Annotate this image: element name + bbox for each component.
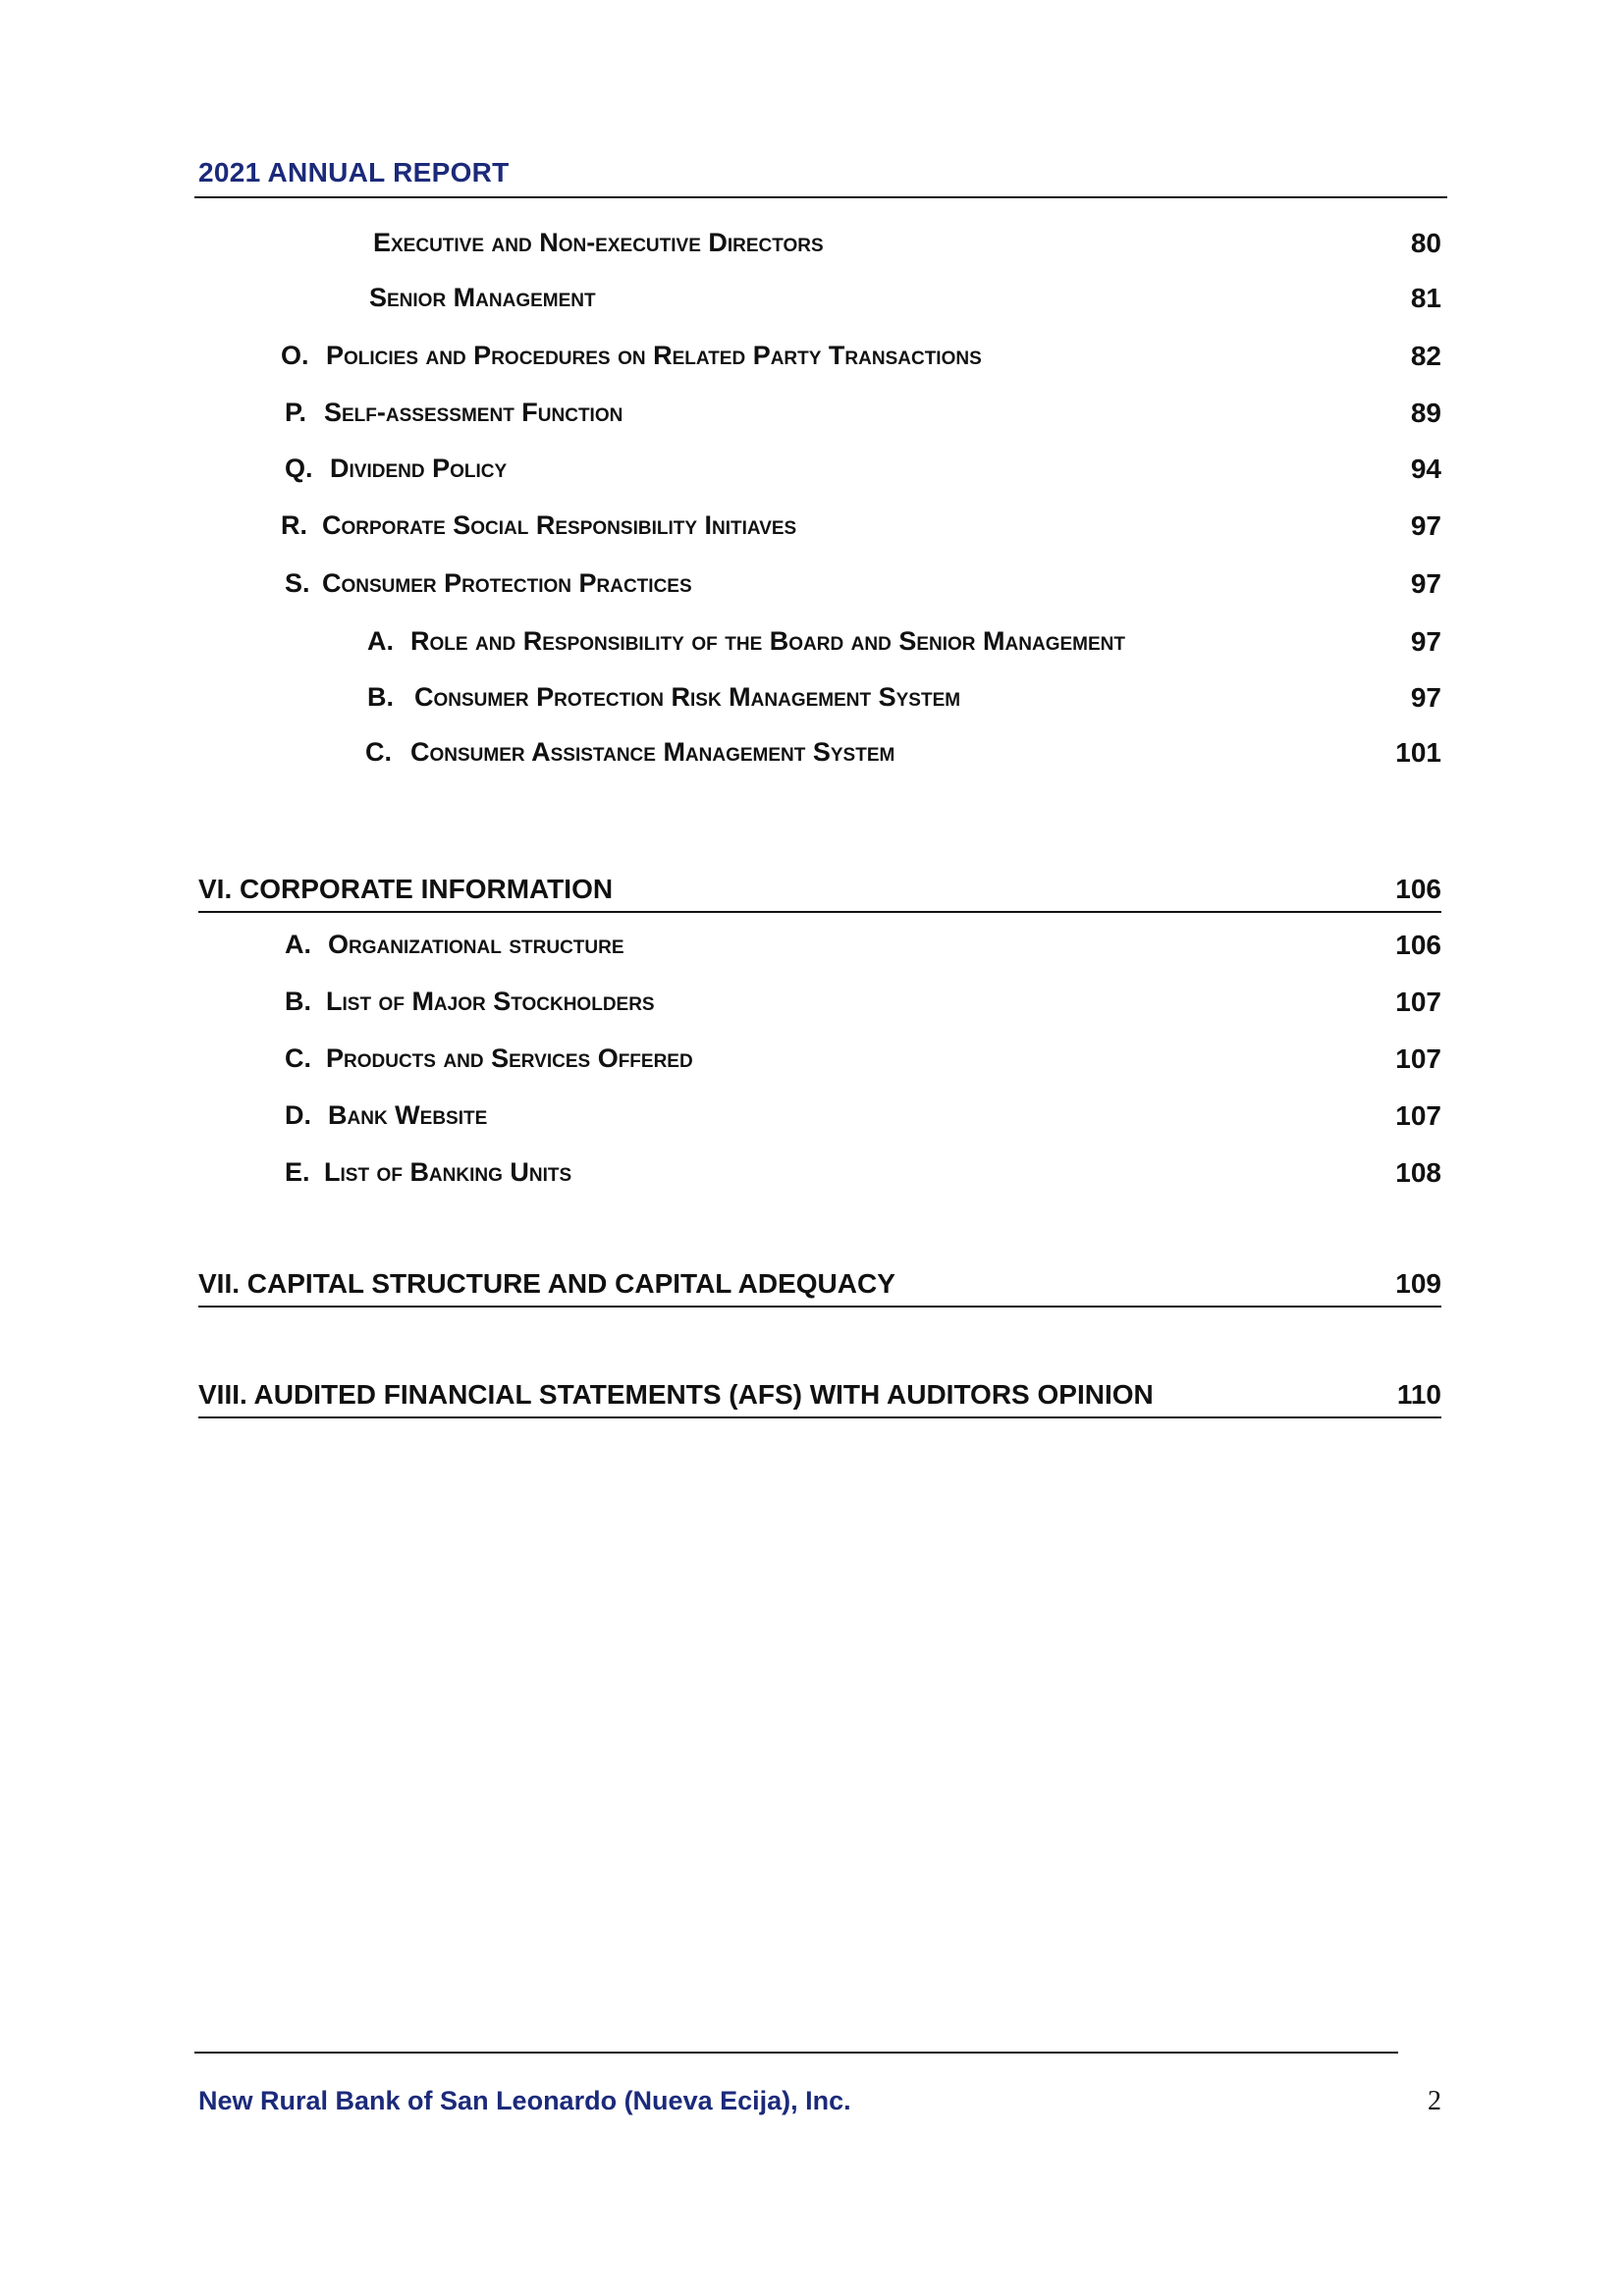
toc-entry-title: Executive and Non-executive Directors (373, 228, 824, 257)
toc-entry[interactable] (0, 341, 1624, 380)
toc-entry-page: 82 (1410, 341, 1441, 371)
toc-entry[interactable] (0, 1043, 1624, 1083)
toc-entry[interactable] (0, 510, 1624, 550)
toc-entry[interactable] (0, 283, 1624, 322)
footer-divider (194, 2052, 1398, 2054)
section-title: VII. CAPITAL STRUCTURE AND CAPITAL ADEQUACY (198, 1268, 895, 1299)
toc-entry-letter: Q. (285, 454, 313, 483)
toc-entry[interactable] (0, 454, 1624, 493)
toc-entry-letter: C. (365, 737, 392, 767)
toc-entry-page: 107 (1395, 1100, 1441, 1131)
toc-entry-letter: E. (285, 1157, 310, 1187)
toc-entry-page: 101 (1395, 737, 1441, 768)
toc-entry-letter: B. (367, 682, 394, 712)
section-page: 110 (1396, 1379, 1441, 1410)
toc-entry-page: 106 (1395, 930, 1441, 960)
toc-entry-title: List of Banking Units (324, 1157, 572, 1187)
toc-entry-letter: A. (285, 930, 311, 959)
toc-entry-title: Consumer Protection Risk Management System (414, 682, 961, 712)
toc-entry-letter: C. (285, 1043, 311, 1073)
toc-entry[interactable] (0, 228, 1624, 267)
toc-entry-title: Role and Responsibility of the Board and Senior Management (410, 626, 1125, 656)
footer-bank-name: New Rural Bank of San Leonardo (Nueva Ecija), Inc. (198, 2086, 851, 2115)
toc-entry[interactable] (0, 987, 1624, 1026)
section-underline (198, 1416, 1441, 1418)
toc-entry-page: 107 (1395, 1043, 1441, 1074)
toc-entry-page: 97 (1410, 510, 1441, 541)
toc-entry-title: Consumer Assistance Management System (410, 737, 895, 767)
toc-entry-page: 81 (1410, 283, 1441, 313)
toc-section-corporate-information[interactable] (198, 874, 1441, 913)
toc-entry-title: Senior Management (369, 283, 596, 312)
report-header-title: 2021 ANNUAL REPORT (198, 157, 510, 187)
toc-entry-title: Self-assessment Function (324, 398, 623, 427)
toc-entry-page: 89 (1410, 398, 1441, 428)
toc-entry-letter: S. (285, 568, 310, 598)
toc-entry[interactable] (0, 682, 1624, 721)
toc-entry-title: Products and Services Offered (326, 1043, 693, 1073)
toc-entry[interactable] (0, 1100, 1624, 1140)
section-page: 106 (1395, 874, 1441, 904)
toc-entry[interactable] (0, 737, 1624, 776)
header-divider (194, 196, 1447, 198)
toc-entry-page: 97 (1410, 682, 1441, 713)
toc-entry[interactable] (0, 626, 1624, 666)
section-underline (198, 911, 1441, 913)
toc-section-audited-financial-statements[interactable] (198, 1379, 1441, 1418)
toc-entry-title: Corporate Social Responsibility Initiaves (322, 510, 797, 540)
toc-entry[interactable] (0, 1157, 1624, 1197)
section-title: VIII. AUDITED FINANCIAL STATEMENTS (AFS) WITH AUDITORS OPINION (198, 1379, 1154, 1410)
toc-entry[interactable] (0, 398, 1624, 437)
toc-entry-title: Organizational structure (328, 930, 624, 959)
toc-entry-page: 108 (1395, 1157, 1441, 1188)
section-page: 109 (1395, 1268, 1441, 1299)
toc-entry-letter: A. (367, 626, 394, 656)
toc-entry-letter: R. (281, 510, 307, 540)
toc-entry-letter: D. (285, 1100, 311, 1130)
page-number: 2 (1428, 2086, 1441, 2116)
toc-entry-title: List of Major Stockholders (326, 987, 655, 1016)
toc-entry[interactable] (0, 930, 1624, 969)
toc-entry[interactable] (0, 568, 1624, 608)
section-title: VI. CORPORATE INFORMATION (198, 874, 614, 904)
toc-entry-title: Policies and Procedures on Related Party Transactions (326, 341, 982, 370)
toc-entry-page: 97 (1410, 568, 1441, 599)
toc-entry-letter: P. (285, 398, 307, 427)
toc-entry-page: 94 (1410, 454, 1441, 484)
toc-entry-page: 97 (1410, 626, 1441, 657)
section-underline (198, 1306, 1441, 1308)
toc-entry-page: 107 (1395, 987, 1441, 1017)
toc-entry-letter: B. (285, 987, 311, 1016)
toc-entry-page: 80 (1410, 228, 1441, 258)
toc-entry-title: Bank Website (328, 1100, 488, 1130)
toc-section-capital-structure[interactable] (198, 1268, 1441, 1308)
toc-entry-letter: O. (281, 341, 309, 370)
toc-entry-title: Dividend Policy (330, 454, 508, 483)
toc-entry-title: Consumer Protection Practices (322, 568, 692, 598)
